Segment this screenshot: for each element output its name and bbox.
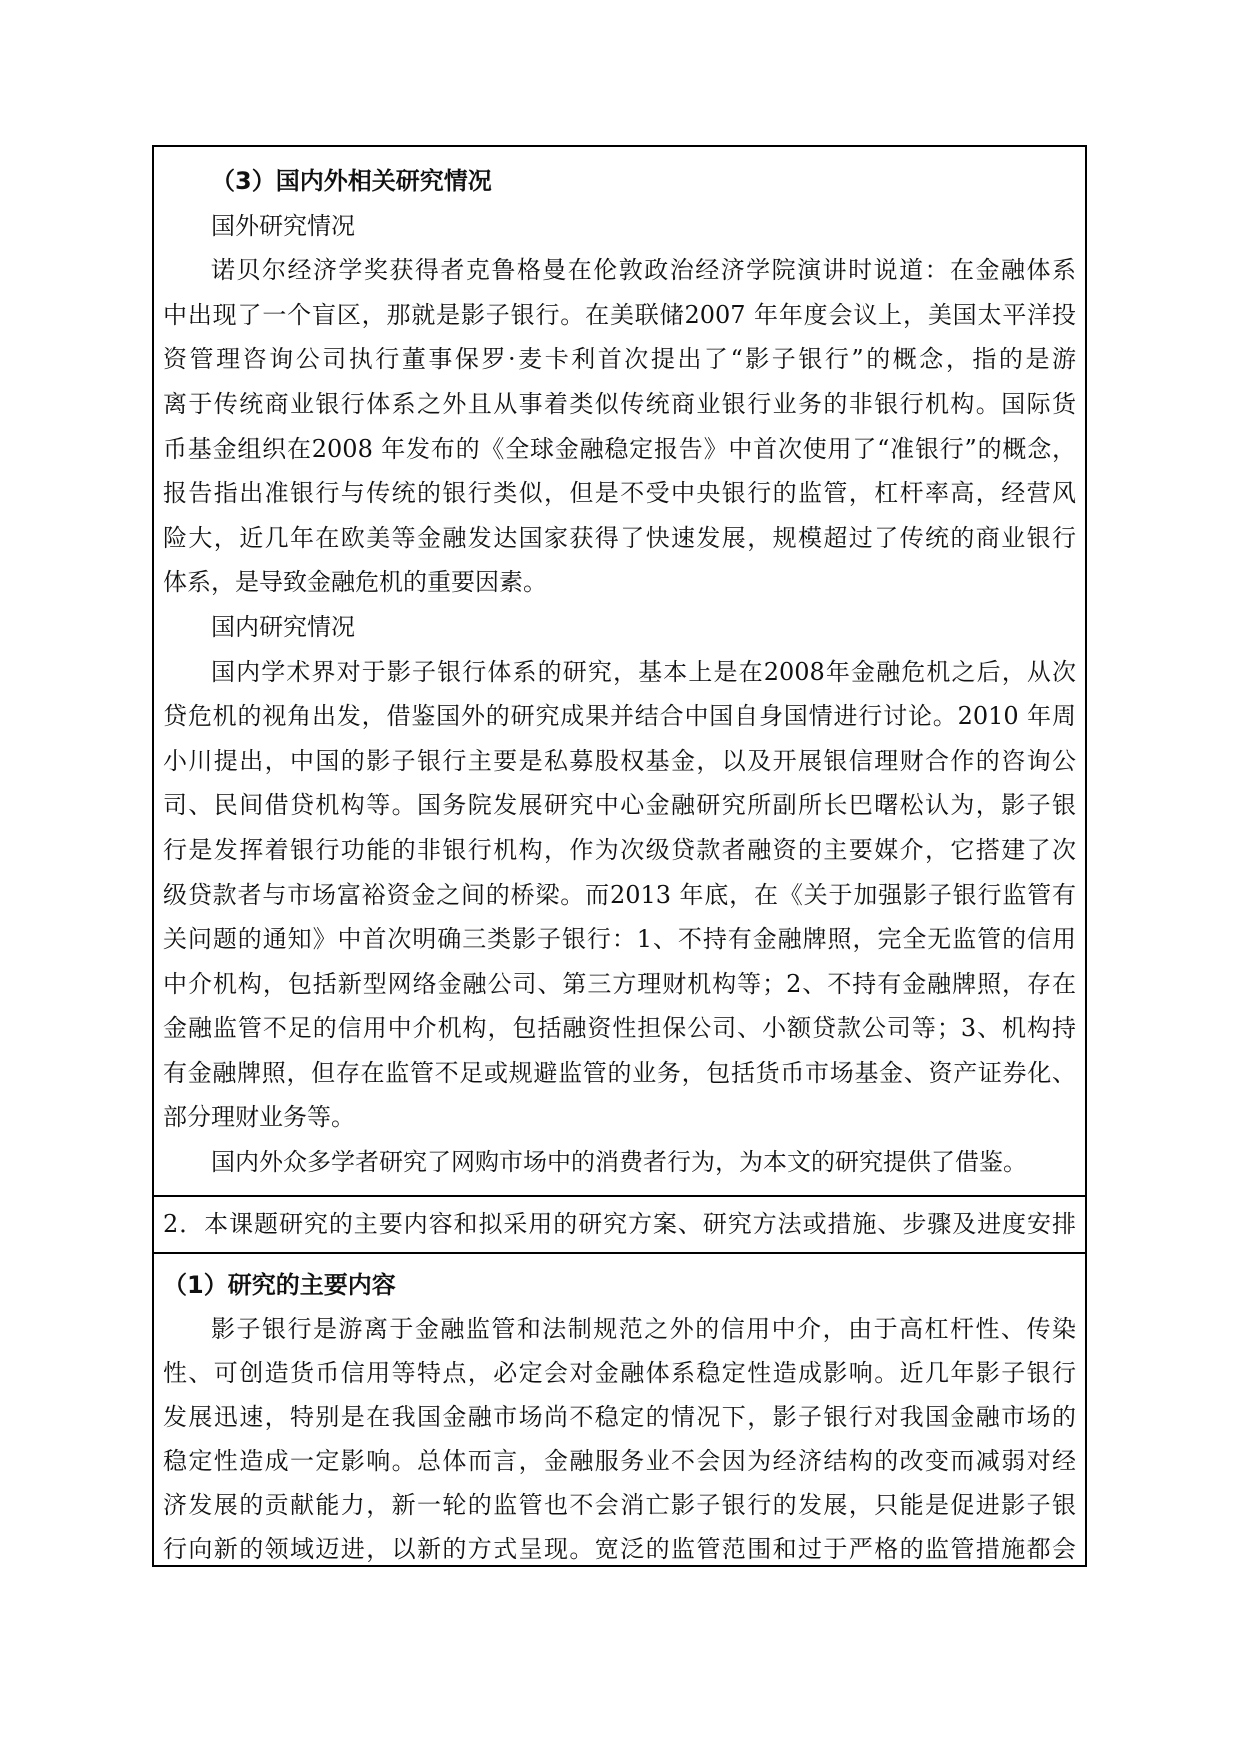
paragraph-line: 行向新的领域迈进，以新的方式呈现。宽泛的监管范围和过于严格的监管措施都会 bbox=[163, 1534, 1076, 1563]
paragraph-line: 金融监管不足的信用中介机构，包括融资性担保公司、小额贷款公司等；3、机构持 bbox=[163, 1014, 1076, 1043]
section-heading-main-content: （1）研究的主要内容 bbox=[163, 1270, 396, 1299]
subheading-foreign-research: 国外研究情况 bbox=[211, 211, 355, 240]
paragraph-line: 小川提出，中国的影子银行主要是私募股权基金，以及开展银信理财合作的咨询公 bbox=[163, 746, 1076, 775]
table-row-related-research bbox=[154, 147, 1085, 1197]
paragraph-line: 贷危机的视角出发，借鉴国外的研究成果并结合中国自身国情进行讨论。2010 年周 bbox=[163, 702, 1076, 731]
paragraph-line: 报告指出准银行与传统的银行类似，但是不受中央银行的监管，杠杆率高，经营风 bbox=[163, 479, 1076, 508]
paragraph-line: 关问题的通知》中首次明确三类影子银行：1、不持有金融牌照，完全无监管的信用 bbox=[163, 925, 1076, 954]
paragraph-line: 币基金组织在2008 年发布的《全球金融稳定报告》中首次使用了“准银行”的概念， bbox=[163, 434, 1076, 463]
paragraph-line: 司、民间借贷机构等。国务院发展研究中心金融研究所副所长巴曙松认为，影子银 bbox=[163, 791, 1076, 820]
paragraph-line: 部分理财业务等。 bbox=[163, 1103, 355, 1132]
paragraph-line: 诺贝尔经济学奖获得者克鲁格曼在伦敦政治经济学院演讲时说道：在金融体系 bbox=[211, 256, 1076, 285]
paragraph-line: 有金融牌照，但存在监管不足或规避监管的业务，包括货币市场基金、资产证券化、 bbox=[163, 1058, 1076, 1087]
section-heading-related-research: （3）国内外相关研究情况 bbox=[211, 167, 492, 195]
paragraph-line: 性、可创造货币信用等特点，必定会对金融体系稳定性造成影响。近几年影子银行 bbox=[163, 1358, 1076, 1387]
paragraph-line: 级贷款者与市场富裕资金之间的桥梁。而2013 年底，在《关于加强影子银行监管有 bbox=[163, 880, 1076, 909]
table-row-main-content bbox=[154, 1254, 1085, 1565]
paragraph-line: 险大，近几年在欧美等金融发达国家获得了快速发展，规模超过了传统的商业银行 bbox=[163, 523, 1076, 552]
paragraph-line: 国内学术界对于影子银行体系的研究，基本上是在2008年金融危机之后，从次 bbox=[211, 657, 1076, 686]
paragraph-line: 济发展的贡献能力，新一轮的监管也不会消亡影子银行的发展，只能是促进影子银 bbox=[163, 1490, 1076, 1519]
paragraph-line: 离于传统商业银行体系之外且从事着类似传统商业银行业务的非银行机构。国际货 bbox=[163, 389, 1076, 418]
paragraph-line: 稳定性造成一定影响。总体而言，金融服务业不会因为经济结构的改变而减弱对经 bbox=[163, 1446, 1076, 1475]
paragraph-line: 行是发挥着银行功能的非银行机构，作为次级贷款者融资的主要媒介，它搭建了次 bbox=[163, 835, 1076, 864]
summary-paragraph: 国内外众多学者研究了网购市场中的消费者行为，为本文的研究提供了借鉴。 bbox=[211, 1148, 1027, 1177]
table-row-item2-heading bbox=[154, 1197, 1085, 1254]
form-table bbox=[152, 145, 1087, 1567]
paragraph-line: 中出现了一个盲区，那就是影子银行。在美联储2007 年年度会议上，美国太平洋投 bbox=[163, 300, 1076, 329]
paragraph-line: 中介机构，包括新型网络金融公司、第三方理财机构等；2、不持有金融牌照，存在 bbox=[163, 969, 1076, 998]
item2-heading: 2．本课题研究的主要内容和拟采用的研究方案、研究方法或措施、步骤及进度安排 bbox=[163, 1209, 1076, 1238]
paragraph-line: 资管理咨询公司执行董事保罗·麦卡利首次提出了“影子银行”的概念，指的是游 bbox=[163, 345, 1076, 374]
paragraph-line: 发展迅速，特别是在我国金融市场尚不稳定的情况下，影子银行对我国金融市场的 bbox=[163, 1402, 1076, 1431]
subheading-domestic-research: 国内研究情况 bbox=[211, 612, 355, 641]
paragraph-line: 体系，是导致金融危机的重要因素。 bbox=[163, 568, 547, 597]
paragraph-line: 影子银行是游离于金融监管和法制规范之外的信用中介，由于高杠杆性、传染 bbox=[211, 1314, 1076, 1343]
